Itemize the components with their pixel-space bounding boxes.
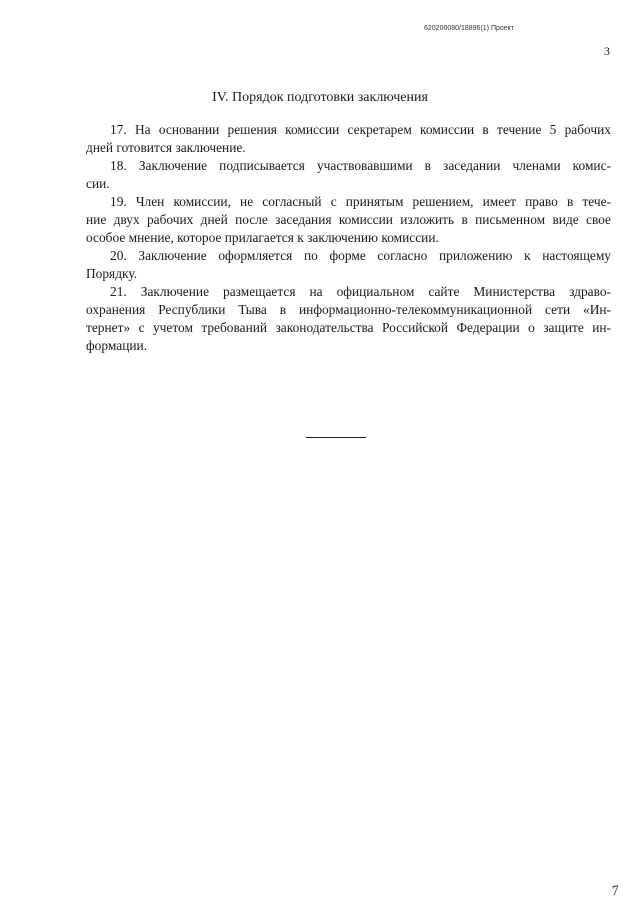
text-line: Порядку.: [86, 266, 138, 281]
paragraph-17: [86, 121, 611, 157]
document-body: [86, 121, 611, 355]
document-code: 620200080/18896(1) Проект: [424, 25, 515, 32]
paragraph-21: [86, 283, 611, 355]
text-line: формации.: [86, 338, 148, 353]
end-of-text-rule: [306, 437, 366, 438]
text-line: дней готовится заключение.: [86, 140, 246, 155]
paragraph-18: [86, 157, 611, 193]
handwritten-mark: 7: [610, 883, 621, 900]
text-line: охранения Республики Тыва в информационно-телекоммуникационной сети «Ин-: [86, 302, 611, 317]
paragraph-19: [86, 193, 611, 247]
text-line: 21. Заключение размещается на официальном сайте Министерства здраво-: [110, 284, 611, 299]
text-line: 19. Член комиссии, не согласный с принятым решением, имеет право в тече-: [110, 194, 611, 209]
paragraph-20: [86, 247, 611, 283]
text-line: 18. Заключение подписывается участвовавшими в заседании членами комис-: [110, 158, 611, 173]
text-line: тернет» с учетом требований законодательства Российской Федерации о защите ин-: [86, 320, 611, 335]
section-title: IV. Порядок подготовки заключения: [212, 90, 428, 105]
text-line: особое мнение, которое прилагается к заключению комиссии.: [86, 230, 439, 245]
text-line: сии.: [86, 176, 110, 191]
page-number: 3: [604, 44, 610, 58]
text-line: 17. На основании решения комиссии секретарем комиссии в течение 5 рабочих: [110, 122, 611, 137]
text-line: ние двух рабочих дней после заседания комиссии изложить в письменном виде свое: [86, 212, 611, 227]
text-line: 20. Заключение оформляется по форме согласно приложению к настоящему: [110, 248, 611, 263]
